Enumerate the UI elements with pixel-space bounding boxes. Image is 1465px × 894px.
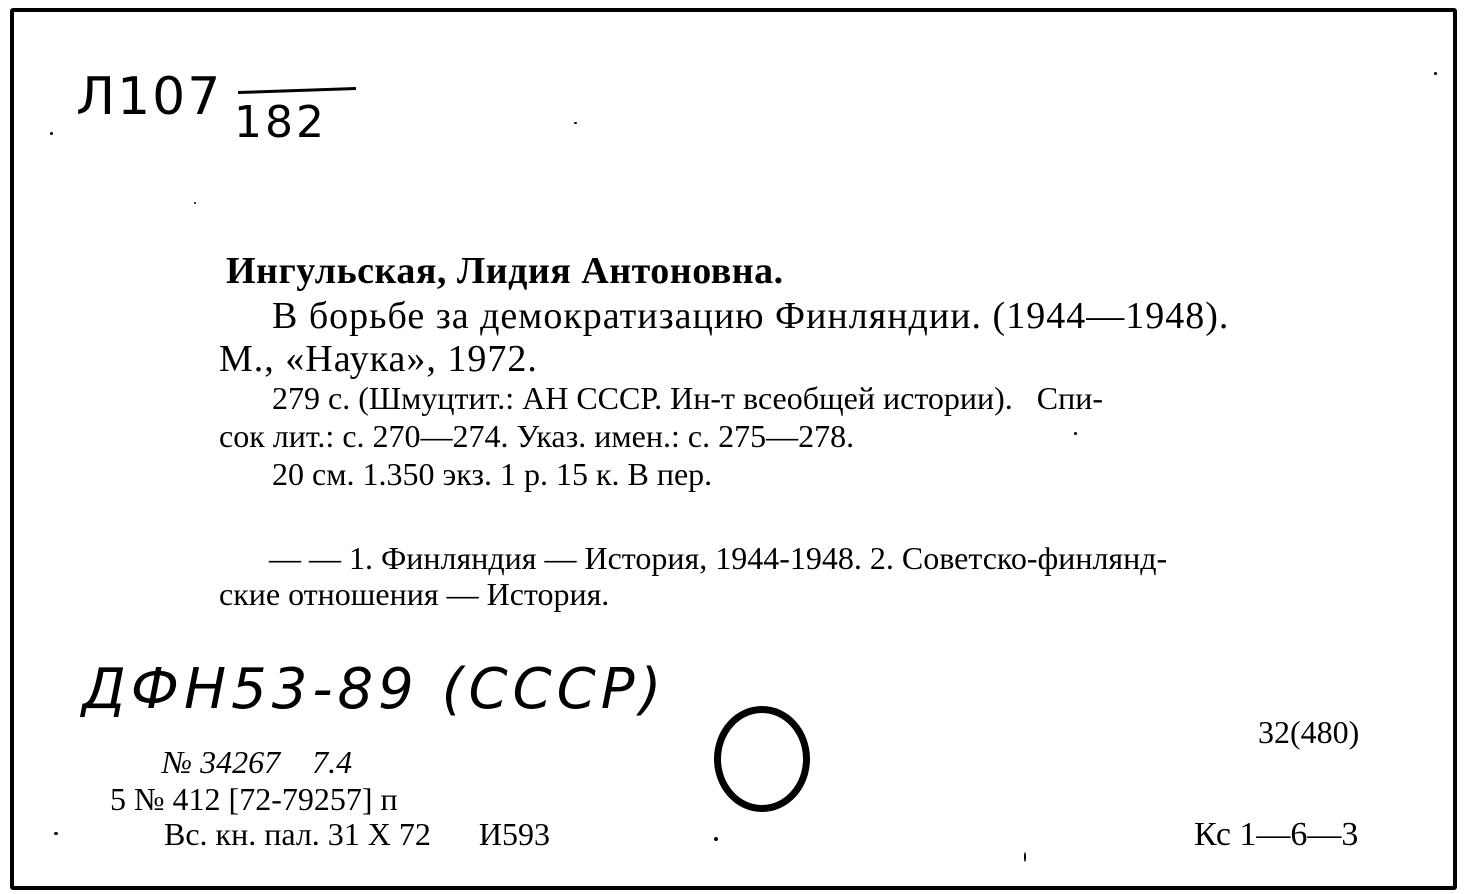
scan-speck [574,122,577,124]
physical-description-line-2: сок лит.: с. 270—274. Указ. имен.: с. 275—278. [219,418,855,454]
scan-speck [54,832,58,835]
shelfmark-fraction-bar [238,87,356,94]
scan-speck [1024,852,1026,862]
order-line-3: Вс. кн. пал. 31 X 72 И593 [164,816,551,852]
scan-speck [194,202,196,204]
classification-number: 32(480) [1258,714,1360,750]
scan-speck [1434,72,1437,75]
imprint: М., «Наука», 1972. [219,338,538,380]
physical-description-line-3: 20 см. 1.350 экз. 1 р. 15 к. В пер. [272,456,713,492]
catalog-card [10,8,1457,890]
scan-speck [1074,432,1077,435]
shelfmark-numerator: Л107 [76,67,223,127]
punch-hole-circle [714,706,810,812]
subject-headings-line-2: ские отношения — История. [219,576,610,612]
scan-speck [50,132,53,135]
physical-description-line-1: 279 с. (Шмуцтит.: АН СССР. Ин-т всеобщей истории). Спи- [272,380,1104,416]
order-line-2: 5 № 412 [72-79257] п [110,781,398,817]
author-heading: Ингульская, Лидия Антоновна. [226,250,784,292]
order-line-1: № 34267 7.4 [162,744,353,780]
shelfmark-denominator: 182 [234,97,327,148]
handwritten-code: ДФН53-89 (СССР) [82,657,667,722]
card-code: Кс 1—6—3 [1194,816,1359,853]
book-title: В борьбе за демократизацию Финляндии. (1944—1948). [272,295,1230,337]
subject-headings-line-1: — — 1. Финляндия — История, 1944-1948. 2. Советско-финлянд- [269,540,1168,576]
scan-speck [714,837,718,841]
